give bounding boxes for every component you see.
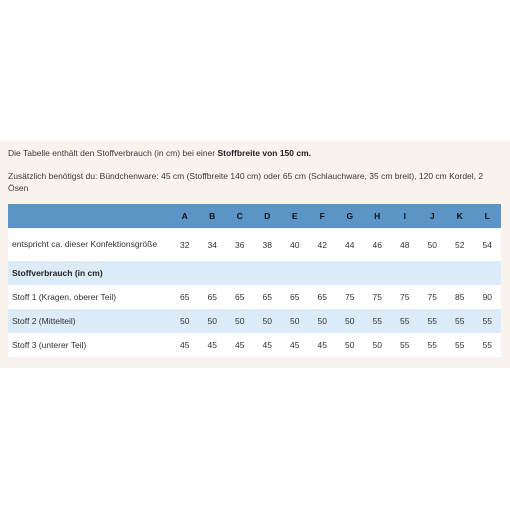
intro-text-bold: Stoffbreite von 150 cm.	[217, 148, 312, 158]
table-cell: 32	[180, 239, 190, 250]
row-label: Stoff 2 (Mittelteil)	[12, 315, 76, 326]
table-cell: 52	[455, 239, 465, 250]
table-cell: 45	[290, 340, 300, 350]
table-cell: 55	[455, 340, 465, 350]
table-cell: 50	[345, 340, 355, 350]
table-header-row	[8, 204, 501, 228]
table-cell: 55	[455, 316, 465, 326]
size-header-c: C	[236, 211, 243, 221]
table-cell: 34	[207, 239, 217, 250]
size-header-l: L	[484, 211, 490, 221]
table-cell: 50	[207, 316, 217, 326]
table-cell: 65	[207, 292, 217, 302]
size-header-d: D	[264, 211, 271, 221]
table-cell: 50	[262, 316, 272, 326]
size-header-i: I	[403, 211, 406, 221]
table-cell: 55	[482, 316, 492, 326]
table-cell: 55	[400, 340, 410, 350]
table-cell: 55	[427, 316, 437, 326]
table-cell: 45	[207, 340, 217, 350]
table-cell: 50	[372, 340, 382, 350]
size-header-f: F	[319, 211, 325, 221]
size-header-e: E	[291, 211, 298, 221]
table-cell: 50	[427, 239, 437, 250]
table-row	[8, 285, 501, 309]
row-label: Stoff 1 (Kragen, oberer Teil)	[12, 291, 117, 302]
table-cell: 65	[290, 292, 300, 302]
table-cell: 75	[427, 292, 437, 302]
table-cell: 55	[400, 316, 410, 326]
size-header-g: G	[346, 211, 354, 221]
additional-materials-text: Zusätzlich benötigst du: Bündchenware: 45 cm (Stoffbreite 140 cm) oder 65 cm (Schlauchware, 35 cm breit), 120 cm Kordel, 2 Ösen	[8, 171, 484, 193]
intro-text-regular: Die Tabelle enthält den Stoffverbrauch (in cm) bei einer	[8, 148, 218, 158]
size-header-j: J	[429, 211, 435, 221]
table-cell: 45	[180, 340, 190, 350]
table-cell: 50	[345, 316, 355, 326]
table-cell: 45	[235, 340, 245, 350]
table-cell: 44	[345, 239, 355, 250]
fabric-consumption-table	[8, 204, 501, 357]
table-row	[8, 333, 501, 357]
table-cell: 46	[372, 239, 382, 250]
table-cell: 65	[180, 292, 190, 302]
table-cell: 40	[290, 239, 300, 250]
table-cell: 65	[262, 292, 272, 302]
table-cell: 38	[262, 239, 272, 250]
table-cell: 75	[345, 292, 355, 302]
table-cell: 45	[262, 340, 272, 350]
header-label-cell	[8, 204, 171, 228]
size-header-b: B	[209, 211, 216, 221]
konfektion-row	[8, 228, 501, 261]
table-cell: 50	[180, 316, 190, 326]
table-cell: 36	[235, 239, 245, 250]
table-cell: 75	[400, 292, 410, 302]
table-cell: 65	[235, 292, 245, 302]
size-header-k: K	[456, 211, 463, 221]
size-header-a: A	[181, 211, 188, 221]
intro-text	[8, 148, 311, 159]
table-cell: 55	[372, 316, 382, 326]
row-label: Stoff 3 (unterer Teil)	[12, 339, 87, 350]
table-cell: 50	[290, 316, 300, 326]
table-cell: 45	[317, 340, 327, 350]
table-cell: 75	[372, 292, 382, 302]
table-cell: 55	[427, 340, 437, 350]
section-header-row	[8, 261, 501, 285]
row-label: entspricht ca. dieser Konfektionsgröße	[12, 239, 158, 249]
table-row	[8, 309, 501, 333]
table-cell: 50	[235, 316, 245, 326]
size-header-h: H	[374, 211, 381, 221]
table-cell: 90	[482, 292, 492, 302]
table-cell: 50	[317, 316, 327, 326]
table-cell: 55	[482, 340, 492, 350]
table-cell: 85	[455, 292, 465, 302]
section-label: Stoffverbrauch (in cm)	[12, 268, 103, 278]
table-cell: 54	[482, 239, 492, 250]
table-cell: 48	[400, 239, 410, 250]
table-cell: 42	[317, 239, 327, 250]
table-cell: 65	[317, 292, 327, 302]
